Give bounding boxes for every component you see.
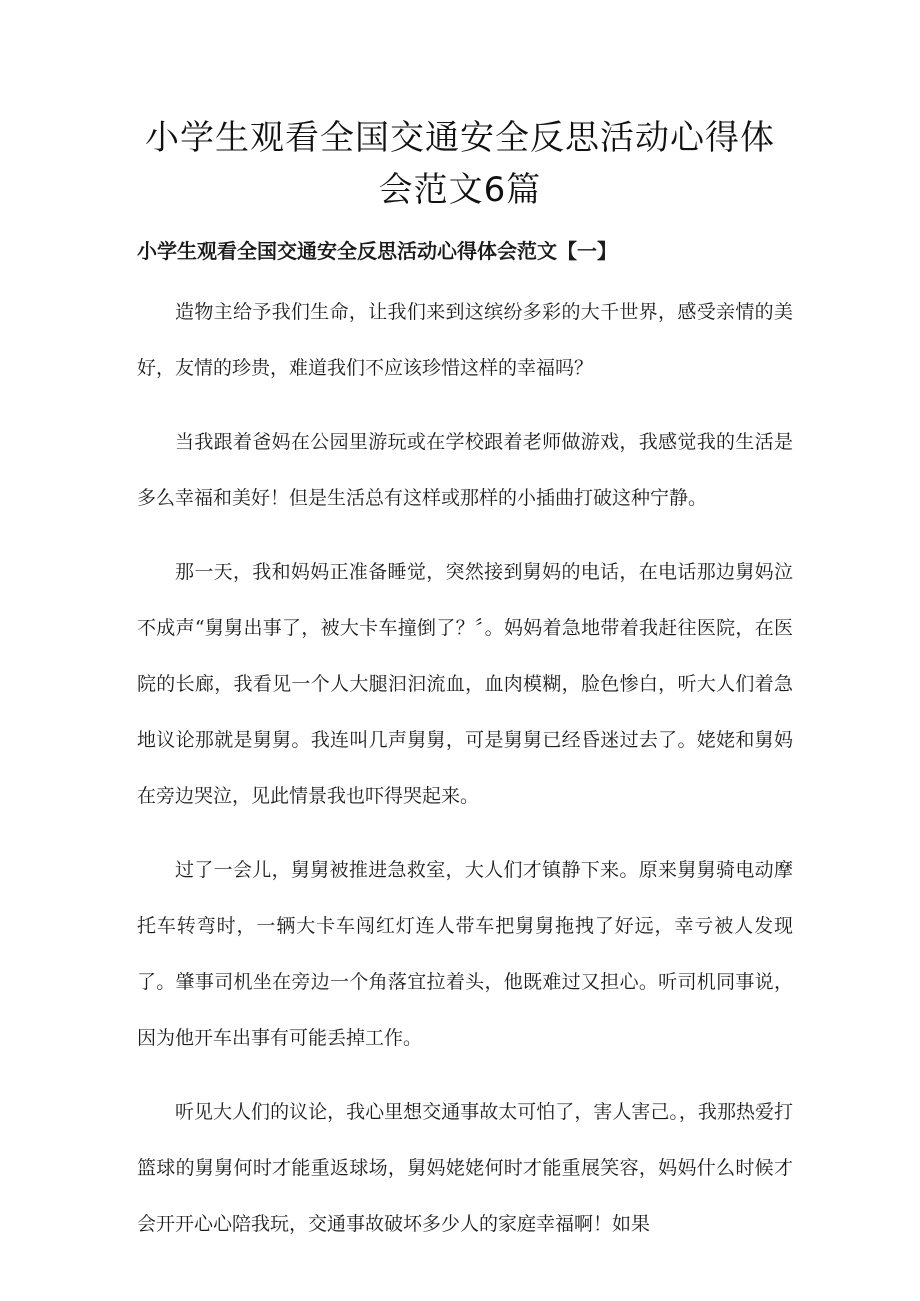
- section-heading: 小学生观看全国交通安全反思活动心得体会范文【一】: [137, 239, 617, 263]
- document-title: [120, 112, 800, 216]
- body-text: [137, 284, 793, 1270]
- title-line-2: 会范文6篇: [378, 170, 542, 210]
- paragraph-1: 造物主给予我们生命，让我们来到这缤纷多彩的大千世界，感受亲情的美好，友情的珍贵，难道我们不应该珍惜这样的幸福吗？: [137, 301, 793, 379]
- title-line-1: 小学生观看全国交通安全反思活动心得体: [145, 118, 775, 158]
- paragraph-2: 当我跟着爸妈在公园里游玩或在学校跟着老师做游戏，我感觉我的生活是多么幸福和美好！但是生活总有这样或那样的小插曲打破这种宁静。: [137, 431, 793, 509]
- paragraph-5: 听见大人们的议论，我心里想交通事故太可怕了，害人害己。，我那热爱打篮球的舅舅何时才能重返球场，舅妈姥姥何时才能重展笑容，妈妈什么时候才会开开心心陪我玩，交通事故破坏多少人的家庭幸福啊！如果: [137, 1101, 793, 1235]
- paragraph-4: 过了一会儿，舅舅被推进急救室，大人们才镇静下来。原来舅舅骑电动摩托车转弯时，一辆大卡车闯红灯连人带车把舅舅拖拽了好远，幸亏被人发现了。肇事司机坐在旁边一个角落宜拉着头，他既难过又担心。听司机同事说，因为他开车出事有可能丢掉工作。: [137, 859, 793, 1049]
- paragraph-3: 那一天，我和妈妈正准备睡觉，突然接到舅妈的电话，在电话那边舅妈泣不成声“舅舅出事了，被大卡车撞倒了？〞。妈妈着急地带着我赶往医院，在医院的长廊，我看见一个人大腿汩汩流血，血肉模糊，脸色惨白，听大人们着急地议论那就是舅舅。我连叫几声舅舅，可是舅舅已经昏迷过去了。姥姥和舅妈在旁边哭泣，见此情景我也吓得哭起来。: [137, 561, 793, 807]
